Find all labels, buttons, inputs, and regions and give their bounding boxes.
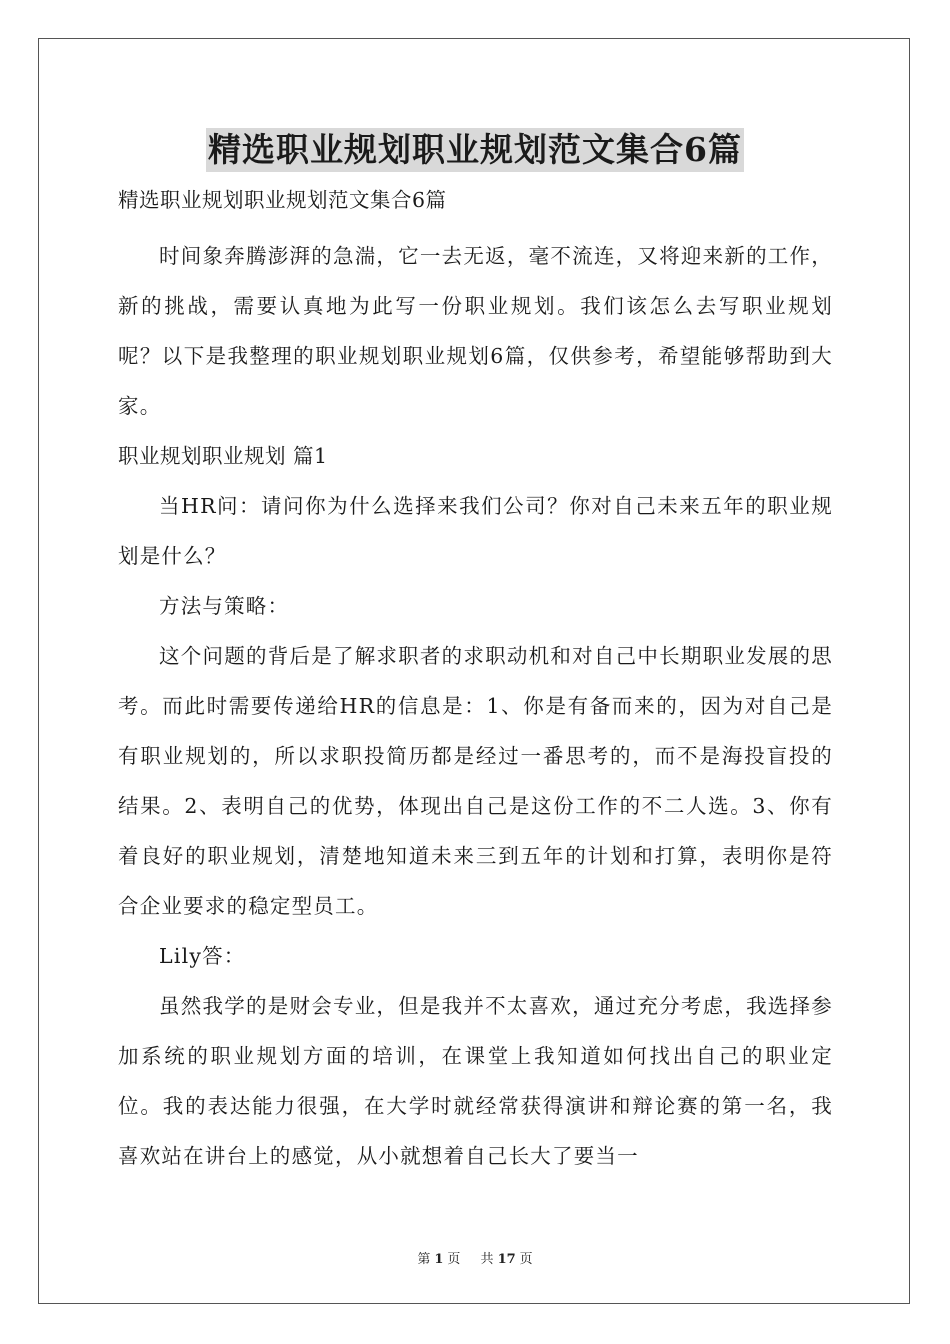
total-prefix: 共: [480, 1252, 494, 1267]
document-body: [118, 183, 833, 1181]
question-paragraph: 当HR问：请问你为什么选择来我们公司？你对自己未来五年的职业规划是什么？: [118, 494, 833, 568]
page-suffix: 页: [447, 1252, 461, 1267]
document-title-wrap: [0, 128, 950, 172]
analysis-paragraph: 这个问题的背后是了解求职者的求职动机和对自己中长期职业发展的思考。而此时需要传递给HR的信息是：1、你是有备而来的，因为对自己是有职业规划的，所以求职投简历都是经过一番思考的，而不是海投盲投的结果。2、表明自己的优势，体现出自己是这份工作的不二人选。3、你有着良好的职业规划，清楚地知道未来三到五年的计划和打算，表明你是符合企业要求的稳定型员工。: [118, 644, 833, 918]
page-prefix: 第: [417, 1252, 431, 1267]
answer-paragraph: 虽然我学的是财会专业，但是我并不太喜欢，通过充分考虑，我选择参加系统的职业规划方面的培训，在课堂上我知道如何找出自己的职业定位。我的表达能力很强，在大学时就经常获得演讲和辩论赛的第一名，我喜欢站在讲台上的感觉，从小就想着自己长大了要当一: [118, 994, 833, 1168]
total-pages: 17: [497, 1252, 516, 1267]
total-suffix: 页: [519, 1252, 533, 1267]
intro-paragraph: 时间象奔腾澎湃的急湍，它一去无返，毫不流连，又将迎来新的工作，新的挑战，需要认真地为此写一份职业规划。我们该怎么去写职业规划呢？以下是我整理的职业规划职业规划6篇，仅供参考，希望能够帮助到大家。: [118, 244, 833, 418]
method-heading: 方法与策略：: [159, 594, 290, 618]
page-footer: [0, 1248, 950, 1267]
page-number: 1: [434, 1252, 444, 1267]
document-subtitle: 精选职业规划职业规划范文集合6篇: [118, 188, 447, 212]
section-heading: 职业规划职业规划 篇1: [118, 444, 328, 468]
page-indicator: [413, 1252, 464, 1267]
document-title: 精选职业规划职业规划范文集合6篇: [206, 128, 744, 172]
total-indicator: [477, 1252, 537, 1267]
answer-label: Lily答：: [159, 944, 246, 968]
